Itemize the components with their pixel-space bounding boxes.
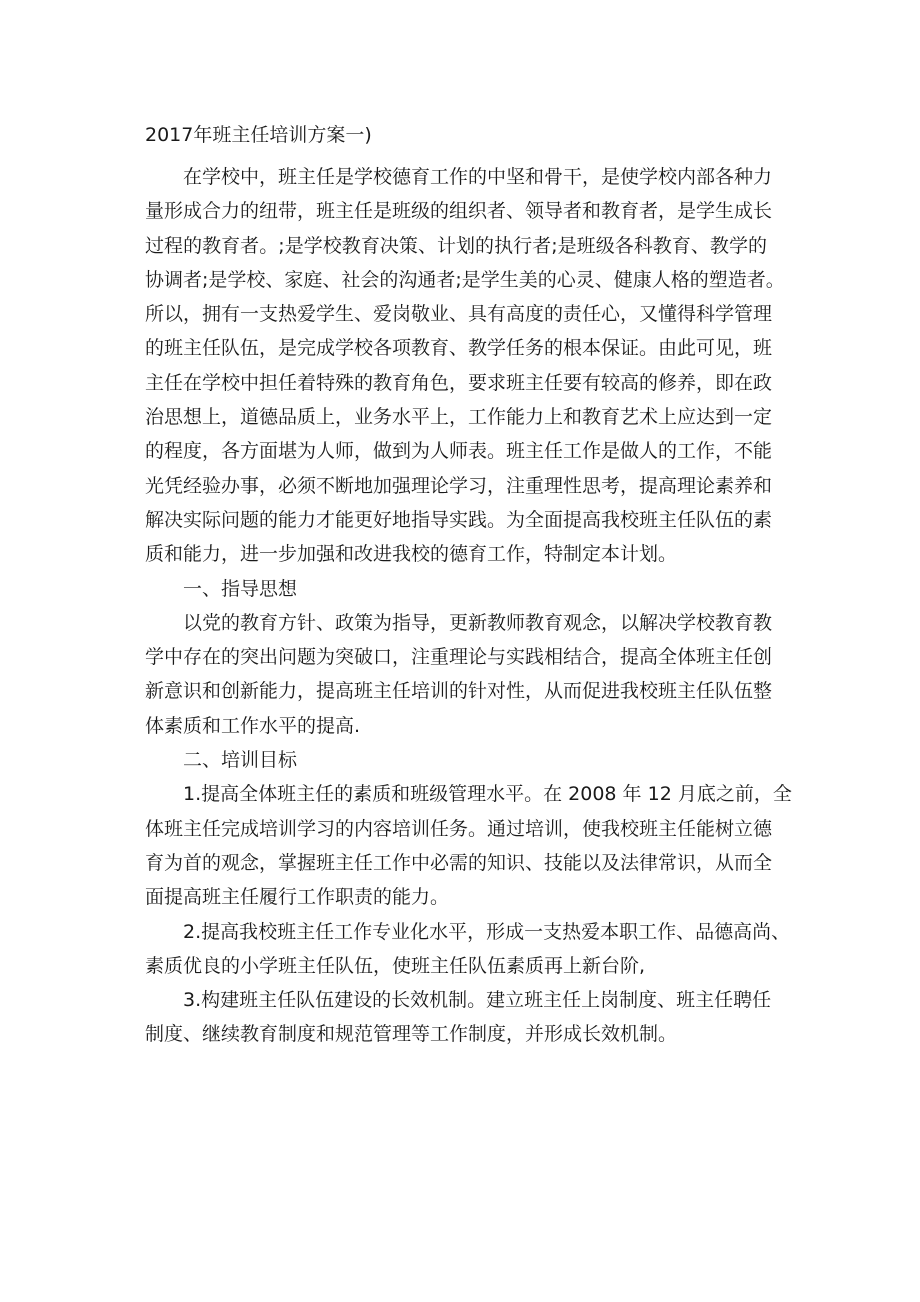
text-line: 新意识和创新能力，提高班主任培训的针对性，从而促进我校班主任队伍整 — [145, 680, 773, 703]
document-body — [145, 160, 792, 1052]
paragraph — [145, 606, 773, 743]
text-line: 2.提高我校班主任工作专业化水平，形成一支热爱本职工作、品德高尚、 — [183, 920, 791, 943]
paragraph — [145, 983, 772, 1052]
text-line: 治思想上，道德品质上，业务水平上，工作能力上和教育艺术上应达到一定 — [145, 406, 773, 429]
section-heading — [145, 572, 767, 606]
text-line: 光凭经验办事，必须不断地加强理论学习，注重理性思考，提高理论素养和 — [145, 474, 773, 497]
text-line: 协调者;是学校、家庭、社会的沟通者;是学生美的心灵、健康人格的塑造者。 — [145, 268, 785, 291]
text-line: 所以，拥有一支热爱学生、爱岗敬业、具有高度的责任心，又懂得科学管理 — [145, 303, 773, 326]
text-line: 质和能力，进一步加强和改进我校的德育工作，特制定本计划。 — [145, 543, 678, 566]
text-line: 体素质和工作水平的提高. — [145, 714, 361, 737]
text-line: 面提高班主任履行工作职责的能力。 — [145, 886, 450, 909]
paragraph — [145, 160, 785, 572]
text-line: 在学校中，班主任是学校德育工作的中坚和骨干，是使学校内部各种力 — [183, 166, 773, 188]
paragraph — [145, 915, 791, 984]
text-line: 1.提高全体班主任的素质和班级管理水平。在 2008 年 12 月底之前，全 — [183, 783, 792, 806]
document-title: 2017年班主任培训方案一) — [145, 124, 372, 146]
text-line: 育为首的观念，掌握班主任工作中必需的知识、技能以及法律常识，从而全 — [145, 851, 773, 874]
text-line: 的班主任队伍，是完成学校各项教育、教学任务的根本保证。由此可见，班 — [145, 337, 773, 360]
text-line: 主任在学校中担任着特殊的教育角色，要求班主任要有较高的修养，即在政 — [145, 371, 773, 394]
text-line: 以党的教育方针、政策为指导，更新教师教育观念，以解决学校教育教 — [183, 611, 773, 634]
text-line: 学中存在的突出问题为突破口，注重理论与实践相结合，提高全体班主任创 — [145, 646, 773, 669]
section-heading — [145, 743, 767, 777]
text-line: 解决实际问题的能力才能更好地指导实践。为全面提高我校班主任队伍的素 — [145, 508, 773, 531]
text-line: 3.构建班主任队伍建设的长效机制。建立班主任上岗制度、班主任聘任 — [183, 989, 772, 1012]
text-line: 体班主任完成培训学习的内容培训任务。通过培训，使我校班主任能树立德 — [145, 817, 773, 840]
text-line: 过程的教育者。;是学校教育决策、计划的执行者;是班级各科教育、教学的 — [145, 234, 767, 257]
text-line: 素质优良的小学班主任队伍，使班主任队伍素质再上新台阶, — [145, 954, 646, 977]
text-line: 的程度，各方面堪为人师，做到为人师表。班主任工作是做人的工作，不能 — [145, 440, 773, 463]
paragraph — [145, 777, 792, 914]
text-line: 一、指导思想 — [183, 577, 298, 600]
text-line: 制度、继续教育制度和规范管理等工作制度，并形成长效机制。 — [145, 1023, 678, 1046]
text-line: 量形成合力的纽带，班主任是班级的组织者、领导者和教育者，是学生成长 — [145, 200, 773, 223]
text-line: 二、培训目标 — [183, 749, 298, 772]
document-page — [145, 120, 792, 1052]
